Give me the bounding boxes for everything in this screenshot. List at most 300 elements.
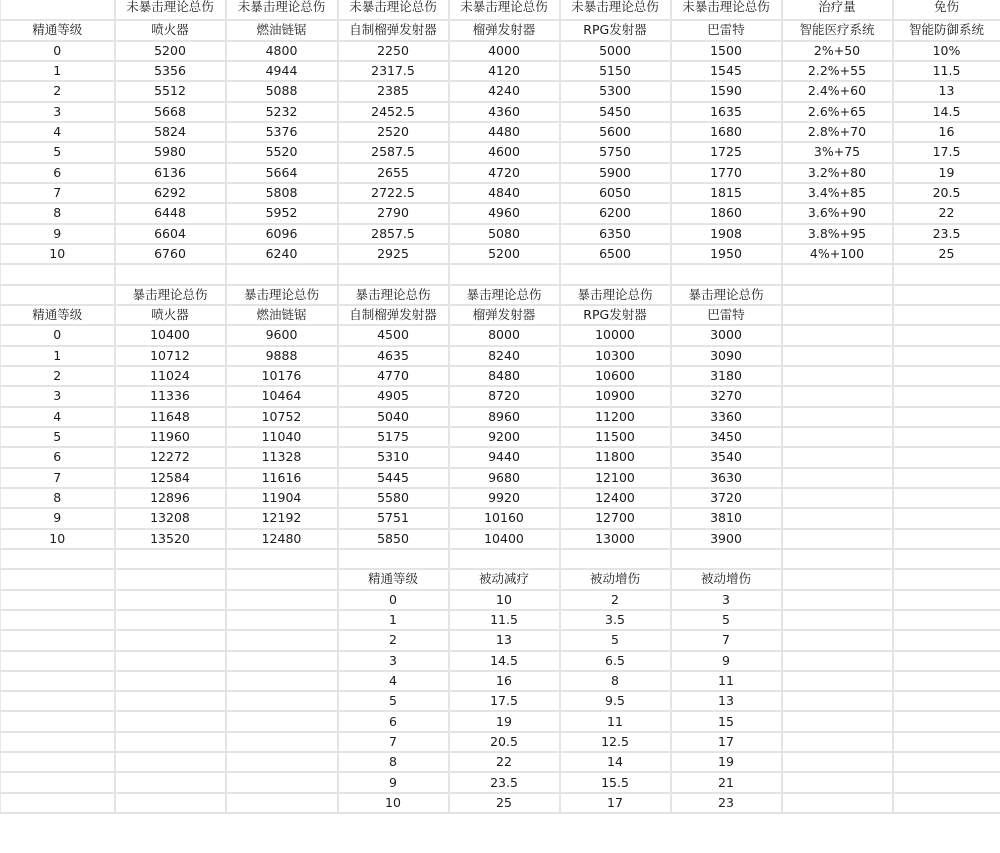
grid-cell[interactable]: 12100 bbox=[560, 468, 671, 488]
grid-cell[interactable]: 3540 bbox=[671, 447, 782, 467]
grid-cell[interactable]: 6 bbox=[1, 447, 115, 467]
grid-cell[interactable]: 3.6%+90 bbox=[782, 203, 893, 223]
grid-cell[interactable]: 自制榴弹发射器 bbox=[338, 20, 449, 40]
grid-cell[interactable]: 6.5 bbox=[560, 651, 671, 671]
grid-cell[interactable]: 2.6%+65 bbox=[782, 102, 893, 122]
grid-cell[interactable]: 2 bbox=[560, 590, 671, 610]
grid-cell[interactable]: 21 bbox=[671, 772, 782, 792]
grid-cell[interactable]: 1860 bbox=[671, 203, 782, 223]
grid-cell[interactable] bbox=[226, 732, 338, 752]
grid-cell[interactable]: 10600 bbox=[560, 366, 671, 386]
grid-cell[interactable]: 8 bbox=[560, 671, 671, 691]
grid-cell[interactable] bbox=[782, 447, 893, 467]
grid-cell[interactable] bbox=[671, 264, 782, 284]
grid-cell[interactable] bbox=[893, 752, 1000, 772]
grid-cell[interactable]: 5808 bbox=[226, 183, 338, 203]
grid-cell[interactable]: 19 bbox=[671, 752, 782, 772]
grid-cell[interactable]: 10176 bbox=[226, 366, 338, 386]
grid-cell[interactable]: 5 bbox=[671, 610, 782, 630]
grid-cell[interactable] bbox=[226, 549, 338, 569]
grid-cell[interactable]: 17 bbox=[671, 732, 782, 752]
grid-cell[interactable]: 4000 bbox=[449, 41, 560, 61]
grid-cell[interactable]: 25 bbox=[893, 244, 1000, 264]
grid-cell[interactable]: 17 bbox=[560, 793, 671, 813]
grid-cell[interactable]: 9.5 bbox=[560, 691, 671, 711]
grid-cell[interactable]: 9 bbox=[671, 651, 782, 671]
grid-cell[interactable]: 6050 bbox=[560, 183, 671, 203]
grid-cell[interactable]: 19 bbox=[893, 163, 1000, 183]
grid-cell[interactable]: 11040 bbox=[226, 427, 338, 447]
grid-cell[interactable]: 9600 bbox=[226, 325, 338, 345]
grid-cell[interactable]: 5300 bbox=[560, 81, 671, 101]
grid-cell[interactable]: 12.5 bbox=[560, 732, 671, 752]
grid-cell[interactable]: 3720 bbox=[671, 488, 782, 508]
grid-cell[interactable]: 5980 bbox=[115, 142, 226, 162]
grid-cell[interactable] bbox=[226, 752, 338, 772]
grid-cell[interactable] bbox=[893, 305, 1000, 325]
grid-cell[interactable]: 未暴击理论总伤 bbox=[560, 0, 671, 20]
grid-cell[interactable]: 3000 bbox=[671, 325, 782, 345]
grid-cell[interactable]: 9440 bbox=[449, 447, 560, 467]
grid-cell[interactable]: 5376 bbox=[226, 122, 338, 142]
grid-cell[interactable]: 3 bbox=[338, 651, 449, 671]
grid-cell[interactable]: 2790 bbox=[338, 203, 449, 223]
grid-cell[interactable]: 燃油链锯 bbox=[226, 305, 338, 325]
grid-cell[interactable]: 13 bbox=[449, 630, 560, 650]
grid-cell[interactable]: 2722.5 bbox=[338, 183, 449, 203]
grid-cell[interactable] bbox=[1, 264, 115, 284]
grid-cell[interactable]: 3.4%+85 bbox=[782, 183, 893, 203]
grid-cell[interactable] bbox=[226, 610, 338, 630]
grid-cell[interactable]: 11336 bbox=[115, 386, 226, 406]
grid-cell[interactable]: 被动增伤 bbox=[671, 569, 782, 589]
grid-cell[interactable]: 巴雷特 bbox=[671, 305, 782, 325]
grid-cell[interactable]: 1725 bbox=[671, 142, 782, 162]
grid-cell[interactable]: 5900 bbox=[560, 163, 671, 183]
grid-cell[interactable]: 喷火器 bbox=[115, 20, 226, 40]
grid-cell[interactable] bbox=[338, 549, 449, 569]
grid-cell[interactable] bbox=[115, 732, 226, 752]
grid-cell[interactable]: 10900 bbox=[560, 386, 671, 406]
grid-cell[interactable] bbox=[782, 569, 893, 589]
grid-cell[interactable]: 8 bbox=[338, 752, 449, 772]
grid-cell[interactable]: 12584 bbox=[115, 468, 226, 488]
grid-cell[interactable] bbox=[893, 447, 1000, 467]
grid-cell[interactable]: 6240 bbox=[226, 244, 338, 264]
grid-cell[interactable]: 4840 bbox=[449, 183, 560, 203]
grid-cell[interactable]: 5450 bbox=[560, 102, 671, 122]
grid-cell[interactable]: 23.5 bbox=[449, 772, 560, 792]
grid-cell[interactable] bbox=[893, 325, 1000, 345]
grid-cell[interactable]: 8 bbox=[1, 488, 115, 508]
grid-cell[interactable]: 1 bbox=[1, 346, 115, 366]
grid-cell[interactable]: 5 bbox=[1, 142, 115, 162]
grid-cell[interactable]: 榴弹发射器 bbox=[449, 305, 560, 325]
grid-cell[interactable]: 未暴击理论总伤 bbox=[671, 0, 782, 20]
grid-cell[interactable]: 1950 bbox=[671, 244, 782, 264]
grid-cell[interactable] bbox=[1, 691, 115, 711]
grid-cell[interactable]: 8000 bbox=[449, 325, 560, 345]
grid-cell[interactable] bbox=[782, 407, 893, 427]
grid-cell[interactable] bbox=[893, 793, 1000, 813]
grid-cell[interactable] bbox=[115, 752, 226, 772]
grid-cell[interactable]: 10400 bbox=[115, 325, 226, 345]
grid-cell[interactable]: 5520 bbox=[226, 142, 338, 162]
grid-cell[interactable] bbox=[893, 651, 1000, 671]
grid-cell[interactable]: 未暴击理论总伤 bbox=[226, 0, 338, 20]
grid-cell[interactable] bbox=[893, 427, 1000, 447]
grid-cell[interactable]: 未暴击理论总伤 bbox=[449, 0, 560, 20]
grid-cell[interactable] bbox=[893, 732, 1000, 752]
grid-cell[interactable]: 精通等级 bbox=[1, 20, 115, 40]
grid-cell[interactable]: 8720 bbox=[449, 386, 560, 406]
grid-cell[interactable] bbox=[115, 691, 226, 711]
grid-cell[interactable]: 4360 bbox=[449, 102, 560, 122]
grid-cell[interactable] bbox=[893, 386, 1000, 406]
grid-cell[interactable]: 20.5 bbox=[893, 183, 1000, 203]
grid-cell[interactable]: 8 bbox=[1, 203, 115, 223]
grid-cell[interactable]: 14.5 bbox=[893, 102, 1000, 122]
grid-cell[interactable]: 12192 bbox=[226, 508, 338, 528]
grid-cell[interactable] bbox=[893, 569, 1000, 589]
grid-cell[interactable]: 6 bbox=[1, 163, 115, 183]
grid-cell[interactable] bbox=[1, 793, 115, 813]
grid-cell[interactable]: 8960 bbox=[449, 407, 560, 427]
grid-cell[interactable]: 3.8%+95 bbox=[782, 224, 893, 244]
grid-cell[interactable]: 25 bbox=[449, 793, 560, 813]
grid-cell[interactable] bbox=[115, 569, 226, 589]
grid-cell[interactable]: 5080 bbox=[449, 224, 560, 244]
grid-cell[interactable] bbox=[1, 671, 115, 691]
grid-cell[interactable] bbox=[893, 691, 1000, 711]
grid-cell[interactable]: RPG发射器 bbox=[560, 305, 671, 325]
grid-cell[interactable] bbox=[893, 407, 1000, 427]
grid-cell[interactable] bbox=[560, 549, 671, 569]
grid-cell[interactable]: 4800 bbox=[226, 41, 338, 61]
grid-cell[interactable] bbox=[782, 752, 893, 772]
grid-cell[interactable]: 暴击理论总伤 bbox=[560, 285, 671, 305]
grid-cell[interactable] bbox=[226, 691, 338, 711]
grid-cell[interactable]: 12480 bbox=[226, 529, 338, 549]
grid-cell[interactable]: 自制榴弹发射器 bbox=[338, 305, 449, 325]
grid-cell[interactable]: 6136 bbox=[115, 163, 226, 183]
grid-cell[interactable]: 3270 bbox=[671, 386, 782, 406]
grid-cell[interactable]: 4120 bbox=[449, 61, 560, 81]
grid-cell[interactable]: 10% bbox=[893, 41, 1000, 61]
grid-cell[interactable]: 5952 bbox=[226, 203, 338, 223]
grid-cell[interactable]: 免伤 bbox=[893, 0, 1000, 20]
grid-cell[interactable] bbox=[893, 468, 1000, 488]
grid-cell[interactable]: 6500 bbox=[560, 244, 671, 264]
grid-cell[interactable]: 4960 bbox=[449, 203, 560, 223]
grid-cell[interactable]: 3180 bbox=[671, 366, 782, 386]
grid-cell[interactable] bbox=[115, 264, 226, 284]
grid-cell[interactable]: 燃油链锯 bbox=[226, 20, 338, 40]
grid-cell[interactable]: 12400 bbox=[560, 488, 671, 508]
grid-cell[interactable] bbox=[226, 264, 338, 284]
grid-cell[interactable]: 6292 bbox=[115, 183, 226, 203]
grid-cell[interactable]: 6200 bbox=[560, 203, 671, 223]
grid-cell[interactable]: 17.5 bbox=[449, 691, 560, 711]
grid-cell[interactable]: 13 bbox=[893, 81, 1000, 101]
grid-cell[interactable]: 榴弹发射器 bbox=[449, 20, 560, 40]
grid-cell[interactable]: 5356 bbox=[115, 61, 226, 81]
grid-cell[interactable] bbox=[893, 590, 1000, 610]
grid-cell[interactable]: 6350 bbox=[560, 224, 671, 244]
grid-cell[interactable]: 10712 bbox=[115, 346, 226, 366]
grid-cell[interactable]: 1680 bbox=[671, 122, 782, 142]
grid-cell[interactable]: 5600 bbox=[560, 122, 671, 142]
grid-cell[interactable] bbox=[226, 671, 338, 691]
grid-cell[interactable]: 11200 bbox=[560, 407, 671, 427]
grid-cell[interactable]: 5 bbox=[560, 630, 671, 650]
grid-cell[interactable]: 12896 bbox=[115, 488, 226, 508]
grid-cell[interactable]: 12272 bbox=[115, 447, 226, 467]
grid-cell[interactable]: 未暴击理论总伤 bbox=[338, 0, 449, 20]
grid-cell[interactable]: 2655 bbox=[338, 163, 449, 183]
grid-cell[interactable]: 6604 bbox=[115, 224, 226, 244]
grid-cell[interactable] bbox=[1, 732, 115, 752]
grid-cell[interactable] bbox=[893, 549, 1000, 569]
grid-cell[interactable]: 10300 bbox=[560, 346, 671, 366]
grid-cell[interactable]: 22 bbox=[893, 203, 1000, 223]
grid-cell[interactable]: 4770 bbox=[338, 366, 449, 386]
grid-cell[interactable] bbox=[893, 488, 1000, 508]
grid-cell[interactable] bbox=[115, 549, 226, 569]
grid-cell[interactable]: 16 bbox=[893, 122, 1000, 142]
grid-cell[interactable]: 1500 bbox=[671, 41, 782, 61]
grid-cell[interactable]: 7 bbox=[338, 732, 449, 752]
grid-cell[interactable] bbox=[893, 772, 1000, 792]
grid-cell[interactable] bbox=[226, 772, 338, 792]
grid-cell[interactable] bbox=[782, 590, 893, 610]
grid-cell[interactable] bbox=[1, 0, 115, 20]
grid-cell[interactable] bbox=[782, 732, 893, 752]
grid-cell[interactable]: 5850 bbox=[338, 529, 449, 549]
grid-cell[interactable]: 2.2%+55 bbox=[782, 61, 893, 81]
grid-cell[interactable]: 治疗量 bbox=[782, 0, 893, 20]
grid-cell[interactable] bbox=[115, 772, 226, 792]
grid-cell[interactable]: 智能防御系统 bbox=[893, 20, 1000, 40]
grid-cell[interactable]: 暴击理论总伤 bbox=[115, 285, 226, 305]
grid-cell[interactable]: 10 bbox=[1, 529, 115, 549]
grid-cell[interactable] bbox=[226, 630, 338, 650]
grid-cell[interactable]: 13000 bbox=[560, 529, 671, 549]
grid-cell[interactable]: 3 bbox=[671, 590, 782, 610]
grid-cell[interactable] bbox=[560, 264, 671, 284]
grid-cell[interactable] bbox=[782, 508, 893, 528]
grid-cell[interactable] bbox=[782, 549, 893, 569]
grid-cell[interactable]: 10464 bbox=[226, 386, 338, 406]
grid-cell[interactable] bbox=[893, 508, 1000, 528]
grid-cell[interactable]: 10 bbox=[1, 244, 115, 264]
grid-cell[interactable]: 16 bbox=[449, 671, 560, 691]
grid-cell[interactable] bbox=[1, 569, 115, 589]
grid-cell[interactable] bbox=[226, 793, 338, 813]
grid-cell[interactable]: 2857.5 bbox=[338, 224, 449, 244]
grid-cell[interactable]: 2587.5 bbox=[338, 142, 449, 162]
grid-cell[interactable]: 9 bbox=[338, 772, 449, 792]
grid-cell[interactable]: 14.5 bbox=[449, 651, 560, 671]
grid-cell[interactable] bbox=[1, 772, 115, 792]
grid-cell[interactable] bbox=[226, 590, 338, 610]
grid-cell[interactable]: 11.5 bbox=[449, 610, 560, 630]
grid-cell[interactable]: 1 bbox=[1, 61, 115, 81]
grid-cell[interactable]: 0 bbox=[1, 325, 115, 345]
grid-cell[interactable]: 13 bbox=[671, 691, 782, 711]
grid-cell[interactable]: 1590 bbox=[671, 81, 782, 101]
grid-cell[interactable] bbox=[226, 569, 338, 589]
grid-cell[interactable] bbox=[115, 590, 226, 610]
grid-cell[interactable]: 5040 bbox=[338, 407, 449, 427]
grid-cell[interactable]: 11648 bbox=[115, 407, 226, 427]
grid-cell[interactable]: 14 bbox=[560, 752, 671, 772]
grid-cell[interactable]: 5 bbox=[1, 427, 115, 447]
grid-cell[interactable]: 13520 bbox=[115, 529, 226, 549]
grid-cell[interactable]: 4 bbox=[338, 671, 449, 691]
grid-cell[interactable]: 5751 bbox=[338, 508, 449, 528]
grid-cell[interactable]: 4480 bbox=[449, 122, 560, 142]
grid-cell[interactable]: 5750 bbox=[560, 142, 671, 162]
grid-cell[interactable]: 精通等级 bbox=[1, 305, 115, 325]
grid-cell[interactable] bbox=[782, 772, 893, 792]
grid-cell[interactable]: 2 bbox=[1, 81, 115, 101]
grid-cell[interactable]: 0 bbox=[338, 590, 449, 610]
grid-cell[interactable] bbox=[893, 366, 1000, 386]
grid-cell[interactable]: 15 bbox=[671, 711, 782, 731]
grid-cell[interactable]: 19 bbox=[449, 711, 560, 731]
grid-cell[interactable] bbox=[782, 264, 893, 284]
grid-cell[interactable] bbox=[449, 264, 560, 284]
grid-cell[interactable]: 5175 bbox=[338, 427, 449, 447]
grid-cell[interactable] bbox=[338, 264, 449, 284]
grid-cell[interactable]: 2925 bbox=[338, 244, 449, 264]
grid-cell[interactable]: 5445 bbox=[338, 468, 449, 488]
grid-cell[interactable]: 13208 bbox=[115, 508, 226, 528]
grid-cell[interactable]: 12700 bbox=[560, 508, 671, 528]
grid-cell[interactable] bbox=[1, 752, 115, 772]
grid-cell[interactable] bbox=[782, 468, 893, 488]
grid-cell[interactable]: 8240 bbox=[449, 346, 560, 366]
grid-cell[interactable]: 7 bbox=[671, 630, 782, 650]
grid-cell[interactable]: 5200 bbox=[449, 244, 560, 264]
grid-cell[interactable] bbox=[782, 346, 893, 366]
grid-cell[interactable] bbox=[1, 549, 115, 569]
grid-cell[interactable] bbox=[893, 630, 1000, 650]
grid-cell[interactable]: 6448 bbox=[115, 203, 226, 223]
grid-cell[interactable] bbox=[115, 651, 226, 671]
grid-cell[interactable]: 6760 bbox=[115, 244, 226, 264]
grid-cell[interactable]: 1635 bbox=[671, 102, 782, 122]
grid-cell[interactable]: 被动减疗 bbox=[449, 569, 560, 589]
grid-cell[interactable] bbox=[782, 488, 893, 508]
grid-cell[interactable]: 1770 bbox=[671, 163, 782, 183]
grid-cell[interactable]: 5232 bbox=[226, 102, 338, 122]
grid-cell[interactable]: 5088 bbox=[226, 81, 338, 101]
grid-cell[interactable]: 巴雷特 bbox=[671, 20, 782, 40]
grid-cell[interactable]: 11904 bbox=[226, 488, 338, 508]
grid-cell[interactable]: 4720 bbox=[449, 163, 560, 183]
grid-cell[interactable]: 3 bbox=[1, 386, 115, 406]
grid-cell[interactable]: 4944 bbox=[226, 61, 338, 81]
grid-cell[interactable] bbox=[782, 711, 893, 731]
grid-cell[interactable]: 4240 bbox=[449, 81, 560, 101]
grid-cell[interactable]: 暴击理论总伤 bbox=[671, 285, 782, 305]
grid-cell[interactable] bbox=[893, 529, 1000, 549]
grid-cell[interactable] bbox=[893, 285, 1000, 305]
grid-cell[interactable]: 7 bbox=[1, 183, 115, 203]
grid-cell[interactable] bbox=[782, 427, 893, 447]
grid-cell[interactable]: 17.5 bbox=[893, 142, 1000, 162]
grid-cell[interactable]: 11500 bbox=[560, 427, 671, 447]
grid-cell[interactable] bbox=[1, 590, 115, 610]
grid-cell[interactable]: RPG发射器 bbox=[560, 20, 671, 40]
grid-cell[interactable] bbox=[893, 711, 1000, 731]
grid-cell[interactable]: 5150 bbox=[560, 61, 671, 81]
grid-cell[interactable]: 2317.5 bbox=[338, 61, 449, 81]
grid-cell[interactable]: 10752 bbox=[226, 407, 338, 427]
grid-cell[interactable]: 9 bbox=[1, 224, 115, 244]
grid-cell[interactable] bbox=[1, 285, 115, 305]
grid-cell[interactable] bbox=[115, 610, 226, 630]
grid-cell[interactable]: 5200 bbox=[115, 41, 226, 61]
grid-cell[interactable] bbox=[893, 346, 1000, 366]
grid-cell[interactable]: 1 bbox=[338, 610, 449, 630]
grid-cell[interactable] bbox=[1, 630, 115, 650]
grid-cell[interactable]: 2520 bbox=[338, 122, 449, 142]
grid-cell[interactable]: 4500 bbox=[338, 325, 449, 345]
grid-cell[interactable] bbox=[782, 529, 893, 549]
grid-cell[interactable] bbox=[115, 630, 226, 650]
grid-cell[interactable]: 2250 bbox=[338, 41, 449, 61]
grid-cell[interactable] bbox=[893, 610, 1000, 630]
grid-cell[interactable] bbox=[782, 793, 893, 813]
grid-cell[interactable]: 4905 bbox=[338, 386, 449, 406]
grid-cell[interactable] bbox=[782, 671, 893, 691]
grid-cell[interactable]: 5310 bbox=[338, 447, 449, 467]
grid-cell[interactable]: 3%+75 bbox=[782, 142, 893, 162]
grid-cell[interactable]: 4 bbox=[1, 122, 115, 142]
grid-cell[interactable]: 23 bbox=[671, 793, 782, 813]
grid-cell[interactable]: 3810 bbox=[671, 508, 782, 528]
grid-cell[interactable]: 0 bbox=[1, 41, 115, 61]
grid-cell[interactable]: 1908 bbox=[671, 224, 782, 244]
grid-cell[interactable] bbox=[782, 386, 893, 406]
grid-cell[interactable]: 4635 bbox=[338, 346, 449, 366]
grid-cell[interactable]: 2.8%+70 bbox=[782, 122, 893, 142]
grid-cell[interactable] bbox=[893, 671, 1000, 691]
grid-cell[interactable]: 10 bbox=[449, 590, 560, 610]
grid-cell[interactable]: 2 bbox=[338, 630, 449, 650]
grid-cell[interactable]: 3360 bbox=[671, 407, 782, 427]
grid-cell[interactable]: 未暴击理论总伤 bbox=[115, 0, 226, 20]
grid-cell[interactable]: 4 bbox=[1, 407, 115, 427]
grid-cell[interactable]: 9680 bbox=[449, 468, 560, 488]
grid-cell[interactable]: 暴击理论总伤 bbox=[449, 285, 560, 305]
grid-cell[interactable] bbox=[782, 630, 893, 650]
grid-cell[interactable]: 2385 bbox=[338, 81, 449, 101]
grid-cell[interactable]: 5824 bbox=[115, 122, 226, 142]
grid-cell[interactable] bbox=[782, 325, 893, 345]
grid-cell[interactable]: 3630 bbox=[671, 468, 782, 488]
grid-cell[interactable] bbox=[115, 671, 226, 691]
grid-cell[interactable]: 被动增伤 bbox=[560, 569, 671, 589]
grid-cell[interactable] bbox=[1, 711, 115, 731]
grid-cell[interactable]: 1815 bbox=[671, 183, 782, 203]
grid-cell[interactable]: 6096 bbox=[226, 224, 338, 244]
grid-cell[interactable]: 9888 bbox=[226, 346, 338, 366]
grid-cell[interactable]: 4600 bbox=[449, 142, 560, 162]
